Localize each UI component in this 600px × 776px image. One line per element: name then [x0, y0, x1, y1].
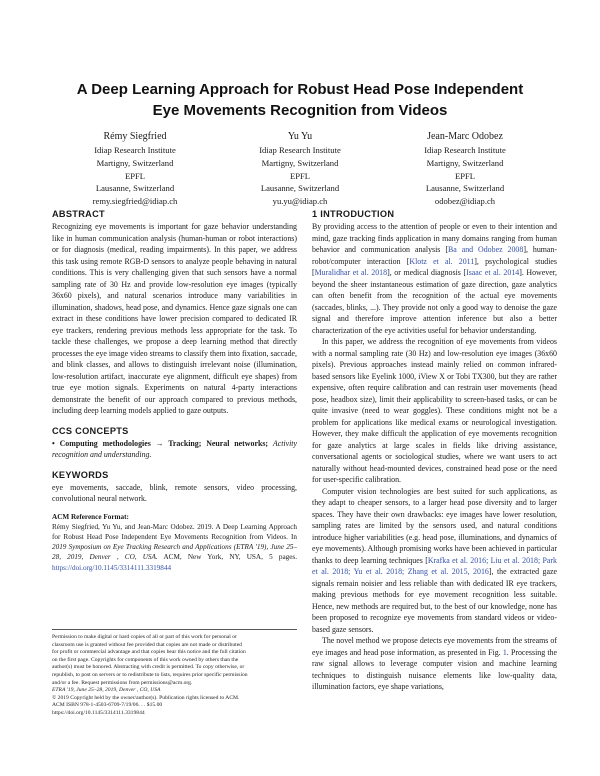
- reference-text-a: Rémy Siegfried, Yu Yu, and Jean-Marc Odobez. 2019. A Deep Learning Approach for Robust Head Pose Independent Eye Movements Recognition from Videos. In: [52, 522, 297, 541]
- author-email[interactable]: odobez@idiap.ch: [434, 196, 496, 207]
- author-name: Rémy Siegfried: [103, 131, 167, 142]
- author-email[interactable]: yu.yu@idiap.ch: [272, 196, 328, 207]
- intro-text: ], or medical diagnosis [: [387, 268, 467, 277]
- author-affiliation: EPFL: [454, 170, 476, 181]
- reference-text-b: ACM, New York, NY, USA, 5 pages.: [157, 553, 298, 562]
- permission-copyright-line: © 2019 Copyright held by the owner/author(s). Publication rights licensed to ACM.: [52, 694, 240, 701]
- author-email[interactable]: remy.siegfried@idiap.ch: [92, 196, 178, 207]
- author-affiliation: EPFL: [124, 170, 146, 181]
- author-location: Martigny, Switzerland: [261, 157, 339, 168]
- ccs-bullet: • Computing methodologies → Tracking; Neural networks;: [52, 438, 269, 448]
- permission-block: [52, 629, 297, 718]
- abstract-heading: ABSTRACT: [52, 209, 105, 219]
- author-location: Lausanne, Switzerland: [260, 183, 340, 194]
- permission-line: for profit or commercial advantage and that copies bear this notice and the full citation: [52, 649, 246, 656]
- author-block-1: [40, 130, 230, 208]
- intro-paragraph-1: [312, 221, 557, 336]
- author-name: Jean-Marc Odobez: [427, 131, 503, 142]
- intro-text: The novel method we propose detects eye movements from the streams of eye images and head pose information, as presented in Fig.: [312, 636, 557, 657]
- author-location: Martigny, Switzerland: [426, 157, 504, 168]
- keywords-heading: KEYWORDS: [52, 469, 109, 480]
- citation-link[interactable]: Klotz et al. 2011: [409, 256, 475, 266]
- intro-paragraph-2: In this paper, we address the recognition of eye movements from videos with a normal sampling rate (30 Hz) and low-resolution eye images (36x60 pixels). Previous approaches instead mainly relied on common infrared-based sensors like Eyelink 1000, iView X or Tobi TX300, but they are rather expensive, often require calibration and can restrain user movements (head pose, headbox size), limit their applicability to screen-based tasks, or can be quite invasive (need to wear goggles). These conditions might not be a problem for applications like medical exams or neurological investigation. However, they make difficult the application of eye movements recognition for gaze analytics at large scales in fields like driving assistance, conversational agents or sociological studies, where we want users to act naturally without head-mounted devices, constrained head pose or the need for user-specific calibration.: [312, 337, 557, 484]
- permission-isbn-line: ACM ISBN 978-1-4503-6709-7/19/06. . . $15.00: [52, 702, 163, 709]
- title-line-1: A Deep Learning Approach for Robust Head Pose Independent: [76, 81, 524, 98]
- permission-line: Permission to make digital or hard copies of all or part of this work for personal or: [52, 634, 237, 640]
- permission-line: classroom use is granted without fee provided that copies are not made or distributed: [52, 641, 242, 648]
- author-location: Martigny, Switzerland: [96, 157, 174, 168]
- citation-link[interactable]: Krafka et al. 2016; Liu et al. 2018; Park et al. 2018; Yu et al. 2018; Zhang et al. 2015, 2016: [312, 555, 557, 576]
- author-affiliation: EPFL: [289, 170, 311, 181]
- keywords-text: eye movements, saccade, blink, remote sensors, video processing, convolutional neural network.: [52, 482, 297, 503]
- permission-line: on the first page. Copyrights for components of this work owned by others than the: [52, 656, 239, 663]
- citation-link[interactable]: Isaac et al. 2014: [466, 268, 520, 277]
- author-location: Lausanne, Switzerland: [425, 183, 505, 194]
- permission-divider: [52, 629, 297, 630]
- intro-paragraph-3: [312, 486, 557, 636]
- permission-venue-line: ETRA '19, June 25–28, 2019, Denver , CO, USA: [52, 687, 161, 694]
- intro-text: . Processing the raw signal allows to leverage computer vision and machine learning techniques to distinguish nuisance elements like low-quality data, illumination factors, eye shape variations,: [312, 647, 558, 691]
- intro-text: ], the extracted gaze signals remain noisier and less reliable than with dedicated IR eye trackers, making previous methods for eye movement recognition less suitable. Hence, new methods are required but, to the best of our knowledge, none has been proposed to recognize eye movements from standard videos or video-based gaze sensors.: [312, 567, 557, 634]
- title-line-2: Eye Movements Recognition from Videos: [152, 102, 448, 119]
- ccs-concepts: [52, 438, 297, 461]
- ccs-italic: Activity recognition and understanding.: [52, 438, 297, 459]
- ccs-heading: CCS CONCEPTS: [52, 425, 129, 436]
- intro-paragraph-4: [312, 635, 557, 693]
- reference-format-heading: ACM Reference Format:: [52, 512, 129, 521]
- citation-link[interactable]: Muralidhar et al. 2018: [314, 268, 388, 277]
- intro-text: ], human-robot/computer interaction [: [312, 245, 557, 266]
- author-affiliation: Idiap Research Institute: [94, 145, 176, 155]
- permission-line: and/or a fee. Request permissions from permissions@acm.org.: [52, 679, 193, 686]
- right-column: [312, 207, 557, 693]
- author-affiliation: Idiap Research Institute: [424, 145, 506, 155]
- intro-text: By providing access to the attention of people or even to their intention and mind, gaze tracking finds application in many domains ranging from human behavior and communication analysis [: [312, 222, 557, 254]
- intro-text: Computer vision technologies are best suited for such applications, as they adapt to cheaper sensors, to a larger head pose diversity and to larger spaces. They have their own drawbacks: eye images have lower resolution, sampling rates are limited by the sensors used, and natural conditions introduce higher variabilities (e.g. head pose, illuminations, and dynamics of eye movements). Although promising works have been achieved in particular thanks to deep learning techniques [: [312, 486, 557, 565]
- author-location: Lausanne, Switzerland: [95, 183, 175, 194]
- permission-doi-link[interactable]: https://doi.org/10.1145/3314111.3319844: [52, 709, 145, 716]
- reference-doi-link[interactable]: https://doi.org/10.1145/3314111.3319844: [52, 563, 172, 572]
- permission-line: author(s) must be honored. Abstracting with credit is permitted. To copy otherwise, or: [52, 664, 245, 671]
- reference-format-text: [52, 522, 297, 573]
- citation-link[interactable]: Ba and Odobez 2008: [447, 245, 524, 254]
- author-block-2: [205, 130, 395, 208]
- introduction-heading: 1 INTRODUCTION: [312, 209, 395, 219]
- author-block-3: [370, 130, 560, 208]
- left-column: [52, 207, 297, 573]
- intro-text: ], psychological studies [: [312, 256, 557, 277]
- reference-venue: 2019 Symposium on Eye Tracking Research and Applications (ETRA '19), June 25–28, 2019, Denver , CO, USA.: [52, 543, 297, 562]
- permission-line: republish, to post on servers or to redistribute to lists, requires prior specific permission: [52, 671, 248, 678]
- abstract-text: Recognizing eye movements is important for gaze behavior understanding like in human communication analysis (human-human or robot interactions) or for diagnosis (medical, reading impairments). In this paper, we address this task using remote RGB-D sensors to analyze people behaving in natural conditions. This is very challenging given that such sensors have a normal sampling rate of 30 Hz and provide low-resolution eye images (typically 36x60 pixels), and natural scenarios introduce many variabilities in illumination, shadows, head pose, and dynamics. Hence gaze signals one can extract in these conditions have lower precision compared to dedicated IR eye trackers, rendering previous methods less appropriate for the task. To tackle these challenges, we propose a deep learning method that directly processes the eye image video streams to classify them into fixation, saccade, and blink classes, and allows to distinguish irrelevant noise (illumination, low-resolution artifact, inaccurate eye alignment, difficult eye shapes) from true eye motion signals. Experiments on natural 4-party interactions demonstrate the benefit of our approach compared to previous methods, including deep learning models applied to gaze outputs.: [52, 222, 297, 415]
- author-name: Yu Yu: [287, 131, 313, 142]
- intro-text: ]. However, beyond the sheer instantaneous estimation of gaze direction, gaze analytics can often benefit from the recognition of the actual eye movements (saccades, blinks, ...). They provide not only a good way to denoise the gaze signal and therefore improve attention inference but also a better characterization of the eye activities useful for behavior understanding.: [312, 268, 557, 335]
- author-affiliation: Idiap Research Institute: [259, 145, 341, 155]
- paper-title: [40, 79, 560, 121]
- figure-link[interactable]: 1: [502, 647, 507, 657]
